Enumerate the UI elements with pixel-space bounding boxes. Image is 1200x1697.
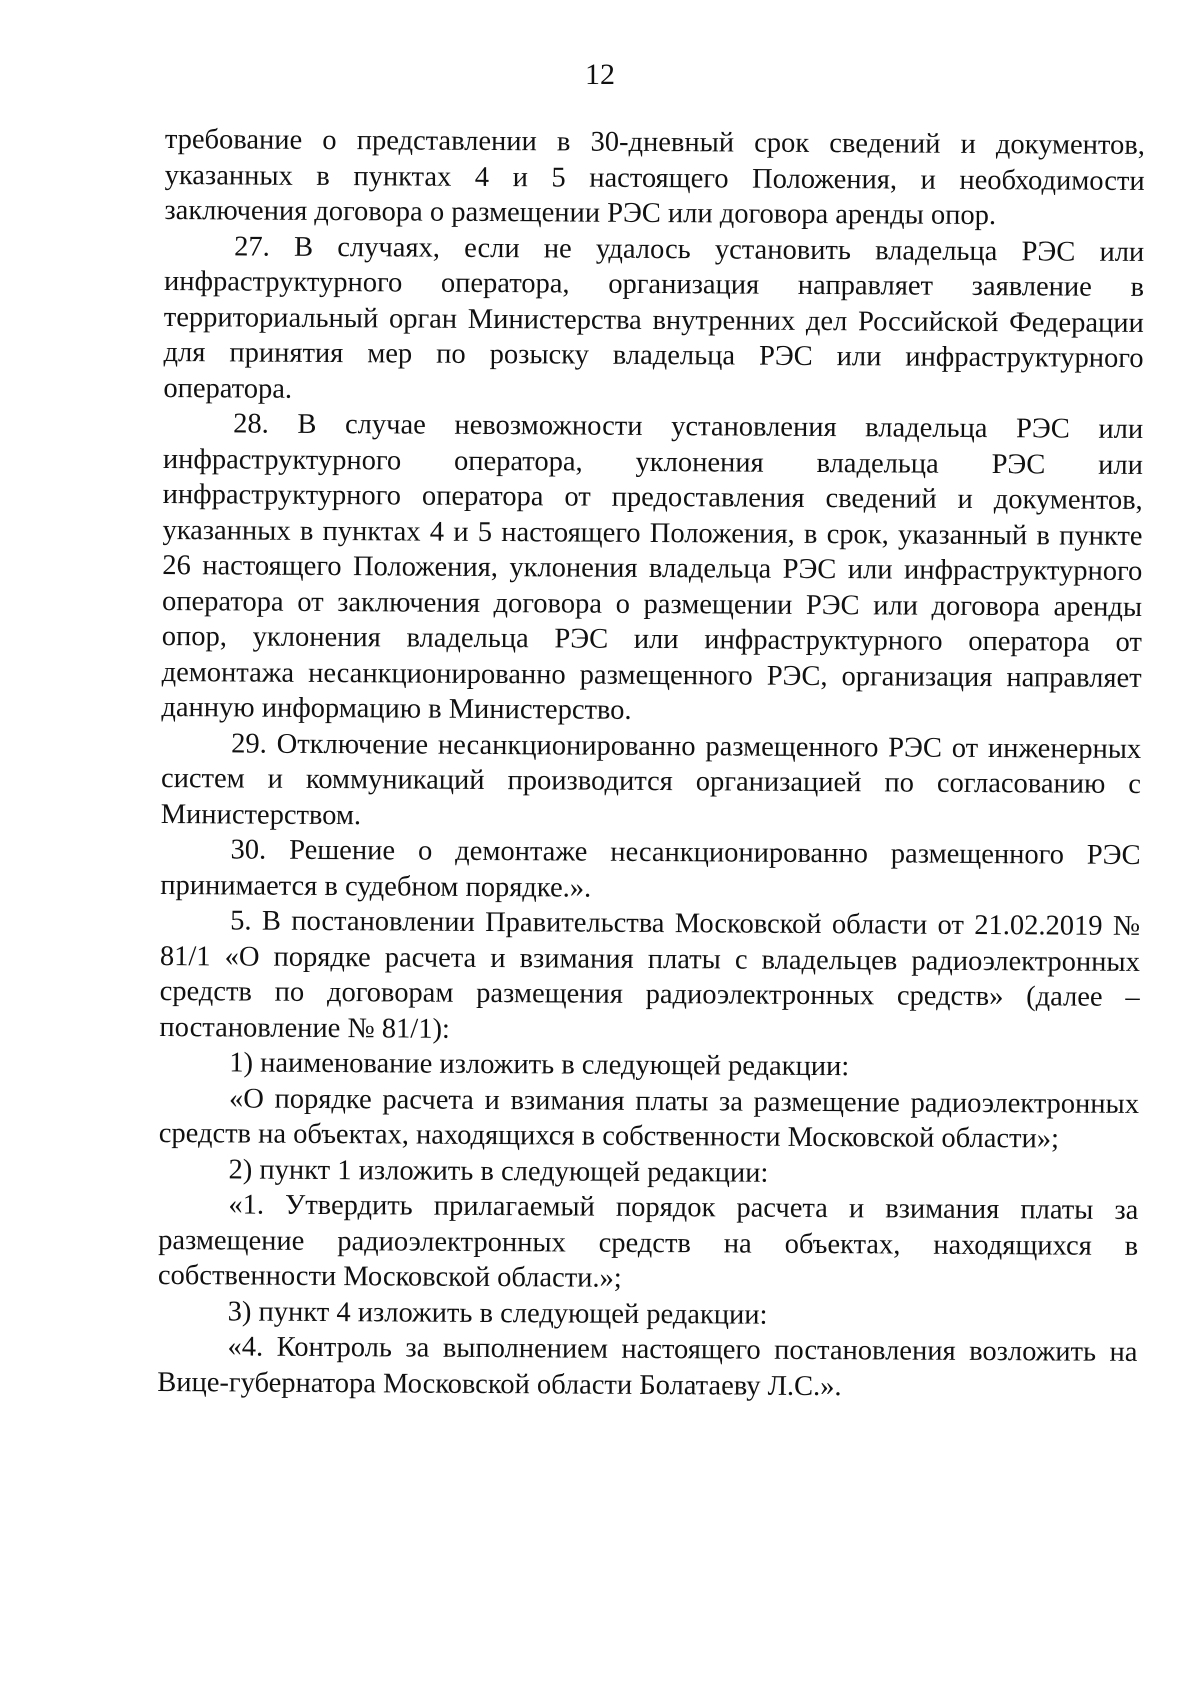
paragraph-30: 30. Решение о демонтаже несанкционированно размещенного РЭС принимается в судебном порядке.». (160, 834, 1141, 904)
paragraph-item-5: 5. В постановлении Правительства Московской области от 21.02.2019 № 81/1 «О порядке расчета и взимания платы с владельцев радиоэлектронных средств по договорам размещения радиоэлектронных средств» (далее – постановление № 81/1): (159, 905, 1141, 1045)
page-number: 12 (585, 58, 615, 91)
paragraph-27: 27. В случаях, если не удалось установить владельца РЭС или инфраструктурного оператора, организация направляет заявление в территориальный орган Министерства внутренних дел Российской Федерации для принятия мер по розыску владельца РЭС или инфраструктурного оператора. (163, 230, 1145, 405)
paragraph-29: 29. Отключение несанкционированно размещенного РЭС от инженерных систем и коммуникаций производится организацией по согласованию с Министерством. (160, 727, 1142, 831)
paragraph-quote-point-1: «1. Утвердить прилагаемый порядок расчета и взимания платы за размещение радиоэлектронных средств на объектах, находящихся в собственности Московской области.»; (157, 1189, 1139, 1294)
paragraph-subitem-2: 2) пункт 1 изложить в следующей редакции: (228, 1153, 769, 1189)
paragraph-quote-title: «О порядке расчета и взимания платы за размещение радиоэлектронных средств на объектах, находящихся в собственности Московской области»; (158, 1082, 1140, 1155)
paragraph-quote-point-4: «4. Контроль за выполнением настоящего постановления возложить на Вице-губернатора Московской области Болатаеву Л.С.». (157, 1331, 1138, 1402)
paragraph-subitem-3: 3) пункт 4 изложить в следующей редакции: (227, 1295, 768, 1331)
document-body (157, 122, 1145, 1406)
paragraph-28: 28. В случае невозможности установления владельца РЭС или инфраструктурного оператора, уклонения владельца РЭС или инфраструктурного оператора от предоставления сведений и документов, указанных в пунктах 4 и 5 настоящего Положения, в срок, указанный в пункте 26 настоящего Положения, уклонения владельца РЭС или инфраструктурного оператора от заключения договора о размещении РЭС или договора аренды опор, уклонения владельца РЭС или инфраструктурного оператора от демонтажа несанкционированно размещенного РЭС, организация направляет данную информацию в Министерство. (161, 408, 1144, 726)
paragraph-continuation: требование о представлении в 30-дневный срок сведений и документов, указанных в пунктах 4 и 5 настоящего Положения, и необходимости заключения договора о размещении РЭС или договора аренды опор. (164, 123, 1145, 232)
paragraph-subitem-1: 1) наименование изложить в следующей редакции: (229, 1047, 850, 1083)
